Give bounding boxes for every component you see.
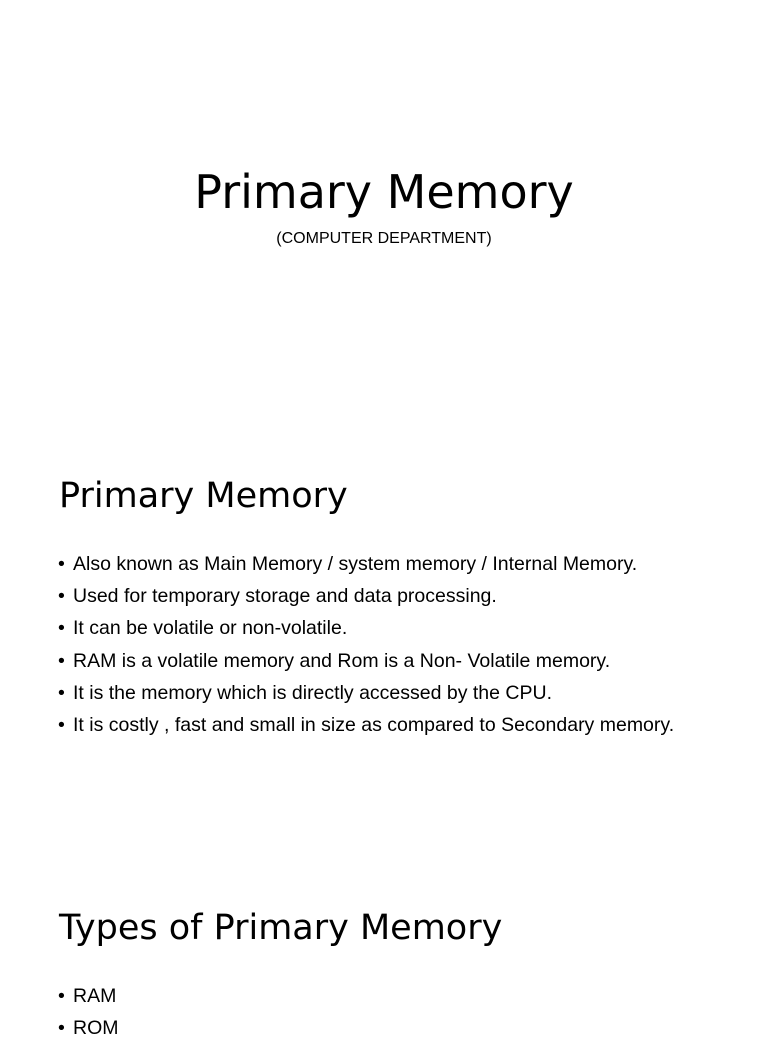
bullet-list	[58, 548, 674, 741]
bullet-text: Used for temporary storage and data processing.	[73, 585, 497, 608]
bullet-text: ROM	[73, 1017, 119, 1040]
bullet-text: It is costly , fast and small in size as compared to Secondary memory.	[73, 714, 675, 737]
slide-heading: Types of Primary Memory	[59, 908, 503, 948]
bullet-item	[58, 677, 674, 709]
bullet-item	[58, 1012, 119, 1044]
bullet-text: It can be volatile or non-volatile.	[73, 617, 348, 640]
bullet-item	[58, 548, 674, 580]
bullet-text: It is the memory which is directly accessed by the CPU.	[73, 681, 552, 704]
bullet-marker: •	[58, 681, 65, 704]
bullet-text: RAM	[73, 985, 117, 1007]
presentation-subtitle: (COMPUTER DEPARTMENT)	[276, 230, 492, 247]
bullet-marker: •	[58, 714, 65, 737]
bullet-marker: •	[58, 617, 65, 640]
presentation-title: Primary Memory	[194, 165, 574, 219]
bullet-marker: •	[58, 1017, 65, 1040]
slide-heading: Primary Memory	[59, 476, 348, 516]
bullet-marker: •	[58, 553, 65, 575]
bullet-marker: •	[58, 985, 65, 1007]
content-slide-types	[0, 864, 768, 1040]
title-slide	[0, 0, 768, 432]
content-slide-primary-memory	[0, 432, 768, 864]
bullet-text: RAM is a volatile memory and Rom is a Non- Volatile memory.	[73, 649, 611, 672]
bullet-item	[58, 709, 674, 741]
bullet-list	[58, 980, 119, 1044]
bullet-item	[58, 645, 674, 677]
bullet-text: Also known as Main Memory / system memory / Internal Memory.	[73, 553, 638, 575]
bullet-item	[58, 580, 674, 612]
bullet-marker: •	[58, 649, 65, 672]
bullet-marker: •	[58, 585, 65, 608]
bullet-item	[58, 980, 119, 1012]
bullet-item	[58, 612, 674, 644]
